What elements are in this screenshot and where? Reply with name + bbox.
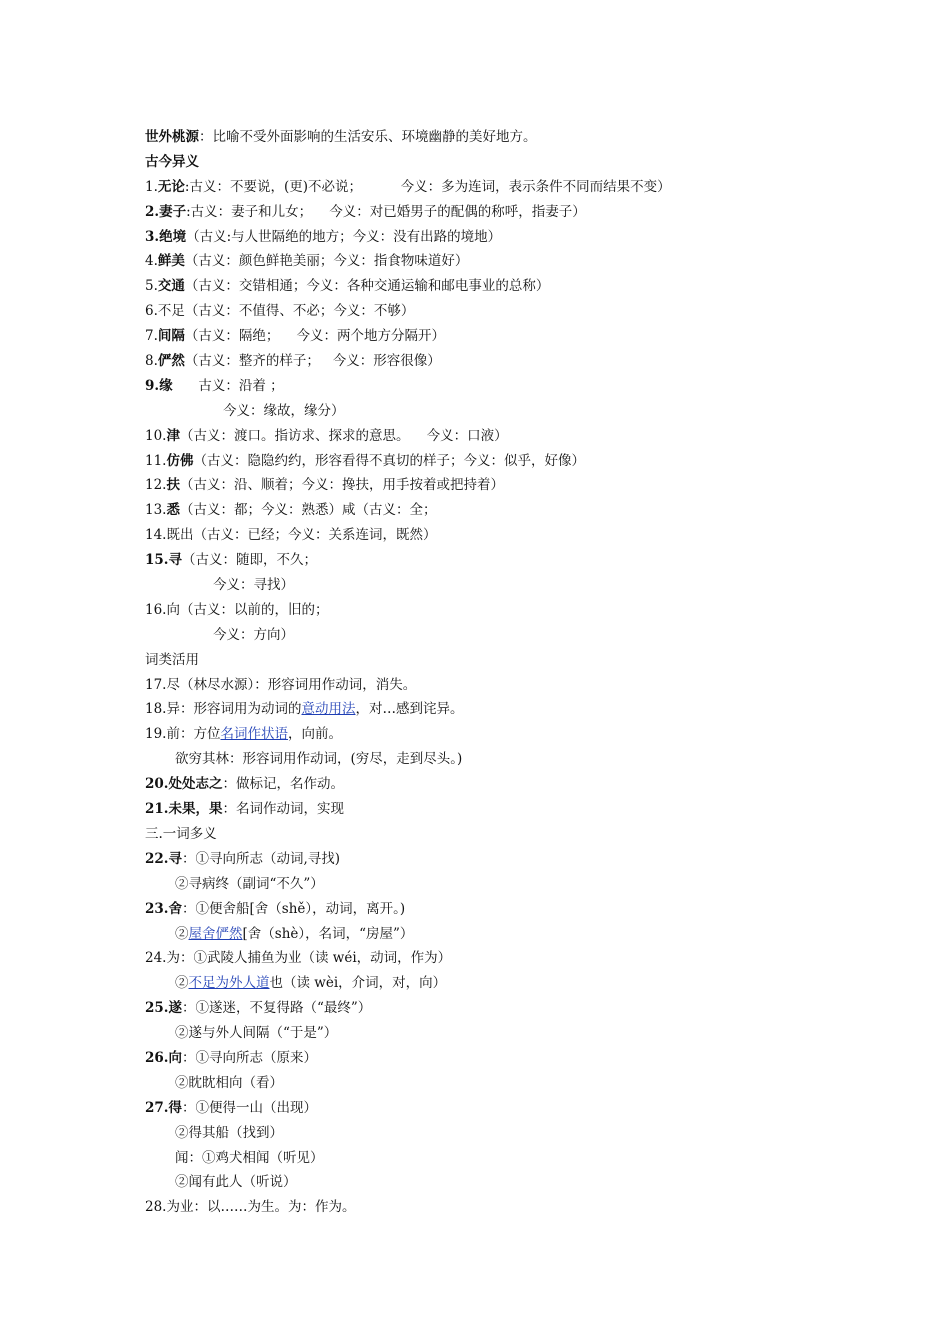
line-text: 今义：寻找） [213, 577, 294, 594]
document-page [145, 125, 845, 1220]
hyperlink[interactable]: 名词作状语 [220, 726, 288, 743]
bold-term: 15.寻 [145, 552, 182, 569]
line-number: 1. [145, 178, 158, 195]
text-line [145, 922, 845, 947]
line-number: 8. [145, 353, 158, 370]
text-line [145, 872, 845, 897]
line-text: 今义：缘故，缘分） [223, 402, 345, 419]
line-number: 词类活用 [145, 651, 199, 668]
text-line [145, 971, 845, 996]
text-line [145, 946, 845, 971]
text-line [145, 797, 845, 822]
line-text: ②遂与外人间隔（“于是”） [175, 1025, 338, 1042]
text-line [145, 1170, 845, 1195]
line-number: 11. [145, 452, 167, 469]
line-number: 4. [145, 253, 158, 270]
line-number: 7. [145, 328, 158, 345]
line-number: 5. [145, 278, 158, 295]
line-text: （古义：交错相通；今义：各种交通运输和邮电事业的总称） [184, 278, 550, 295]
text-line [145, 722, 845, 747]
line-text: ②寻病终（副词“不久”） [175, 875, 324, 892]
bold-term: 3.绝境 [145, 228, 187, 245]
line-text: （古义：隐隐约约，形容看得不真切的样子；今义：似乎，好像） [193, 452, 585, 469]
bold-term: 20.处处志之 [145, 776, 223, 793]
bold-term: 22.寻 [145, 850, 182, 867]
bold-term: 2.妻子 [145, 203, 187, 220]
line-text: ：名词作动词，实现 [222, 801, 344, 818]
bold-term: 古今异义 [145, 153, 199, 170]
line-text: ：①便得一山（出现） [182, 1099, 317, 1116]
bold-term: 鲜美 [157, 253, 185, 270]
text-line [145, 548, 845, 573]
line-text: 古义：沿着 ； [172, 377, 284, 394]
line-number: 6.不足 [145, 303, 185, 320]
text-line [145, 1021, 845, 1046]
bold-term: 间隔 [157, 328, 185, 345]
bold-term: 交通 [157, 278, 185, 295]
text-line [145, 673, 845, 698]
line-number: 18.异 [145, 701, 180, 718]
text-line [145, 349, 845, 374]
text-line [145, 623, 845, 648]
line-text: （古义：已经；今义：关系连词，既然） [193, 527, 437, 544]
hyperlink[interactable]: 意动用法 [301, 701, 356, 718]
text-line [145, 747, 845, 772]
bold-term: 悉 [166, 502, 180, 519]
line-text: 闻：①鸡犬相闻（听见） [175, 1149, 324, 1166]
line-text-tail: 也（读 wèi，介词，对，向） [269, 975, 447, 992]
text-line [145, 648, 845, 673]
line-text: ：形容词用为动词的 [179, 701, 302, 718]
text-line [145, 200, 845, 225]
text-line [145, 1071, 845, 1096]
text-line [145, 175, 845, 200]
line-text: （林尽水源）：形容词用作动词，消失。 [179, 676, 417, 693]
line-text: ：以……为生。为：作为。 [193, 1199, 356, 1216]
bold-term: 21.未果，果 [145, 801, 223, 818]
bold-term: 23.舍 [145, 900, 182, 917]
line-number: 12. [145, 477, 167, 494]
bold-term: 世外桃源 [145, 129, 199, 145]
line-text: （古义：颜色鲜艳美丽；今义：指食物味道好） [184, 253, 469, 270]
text-line [145, 772, 845, 797]
bold-term: 25.遂 [145, 1000, 182, 1017]
hyperlink[interactable]: 屋舍俨然 [188, 925, 243, 942]
text-line [145, 299, 845, 324]
line-text-tail: ，对…感到诧异。 [355, 701, 464, 718]
text-line [145, 573, 845, 598]
line-number: 13. [145, 502, 167, 519]
text-line [145, 473, 845, 498]
bold-term: 俨然 [157, 353, 185, 370]
line-text: ：①遂迷，不复得路（“最终”） [182, 1000, 372, 1017]
text-line [145, 249, 845, 274]
text-line [145, 822, 845, 847]
hyperlink[interactable]: 不足为外人道 [188, 975, 270, 992]
line-text: （古义：都；今义：熟悉）咸（古义：全； [179, 502, 437, 519]
text-line [145, 996, 845, 1021]
line-text-tail: [舍（shè），名词，“房屋”） [242, 925, 414, 942]
line-text: ：①寻向所志（动词,寻找) [182, 850, 341, 867]
line-text: :古义：妻子和儿女； 今义：对已婚男子的配偶的称呼，指妻子） [186, 203, 586, 220]
text-line [145, 449, 845, 474]
text-line [145, 225, 845, 250]
text-line [145, 523, 845, 548]
text-line [145, 697, 845, 722]
text-line [145, 598, 845, 623]
text-line [145, 274, 845, 299]
text-line [145, 324, 845, 349]
text-line [145, 498, 845, 523]
bold-term: 9.缘 [145, 377, 173, 394]
line-text: ②眈眈相向（看） [175, 1074, 283, 1091]
bold-term: 仿佛 [166, 452, 194, 469]
line-number: 17.尽 [145, 676, 180, 693]
line-number: 14.既出 [145, 527, 194, 544]
line-text: ：方位 [179, 726, 221, 743]
line-text: ：比喻不受外面影响的生活安乐、环境幽静的美好地方。 [199, 129, 537, 145]
text-line [145, 897, 845, 922]
text-line [145, 374, 845, 399]
text-line [145, 1146, 845, 1171]
line-text: （古义：不值得、不必；今义：不够） [184, 303, 415, 320]
line-text: ：①武陵人捕鱼为业（读 wéi，动词，作为） [179, 950, 452, 967]
line-text: （古义：随即，不久； [182, 552, 317, 569]
line-number: 三.一词多义 [145, 825, 217, 842]
line-text: （古义：渡口。指访求、探求的意思。 今义：口液） [179, 427, 508, 444]
line-text: （古义：整齐的样子； 今义：形容很像） [184, 353, 441, 370]
line-number: 10. [145, 427, 167, 444]
line-text: ②闻有此人（听说） [175, 1174, 297, 1191]
line-text: （古义：以前的，旧的； [179, 601, 329, 618]
text-line [145, 1096, 845, 1121]
line-text: :古义：不要说，(更)不必说； 今义：多为连词，表示条件不同而结果不变） [184, 178, 671, 195]
line-number: 16.向 [145, 601, 180, 618]
bold-term: 27.得 [145, 1099, 182, 1116]
text-line [145, 399, 845, 424]
text-line [145, 1121, 845, 1146]
text-line [145, 424, 845, 449]
line-text: （古义：沿、顺着；今义：搀扶，用手按着或把持着） [179, 477, 504, 494]
text-line [145, 1046, 845, 1071]
text-line [145, 150, 845, 175]
line-text-tail: ，向前。 [287, 726, 342, 743]
line-text: （古义:与人世隔绝的地方；今义：没有出路的境地） [186, 228, 502, 245]
line-number: 24.为 [145, 950, 180, 967]
line-text: 欲穷其林：形容词用作动词，(穷尽，走到尽头。) [175, 751, 463, 768]
line-text: ② [175, 975, 189, 992]
line-text: ：①寻向所志（原来） [182, 1049, 317, 1066]
line-text: ：①便舍船[舍（shě），动词，离开。) [182, 900, 406, 917]
bold-term: 无论 [157, 178, 185, 195]
line-number: 19.前 [145, 726, 180, 743]
text-line [145, 125, 845, 150]
bold-term: 津 [166, 427, 180, 444]
line-text: ② [175, 925, 189, 942]
bold-term: 26.向 [145, 1049, 182, 1066]
text-line [145, 847, 845, 872]
line-text: ：做标记，名作动。 [222, 776, 344, 793]
line-text: （古义：隔绝； 今义：两个地方分隔开） [184, 328, 446, 345]
line-number: 28.为业 [145, 1199, 194, 1216]
line-text: 今义：方向） [213, 626, 294, 643]
line-text: ②得其船（找到） [175, 1124, 283, 1141]
text-line [145, 1195, 845, 1220]
bold-term: 扶 [166, 477, 180, 494]
